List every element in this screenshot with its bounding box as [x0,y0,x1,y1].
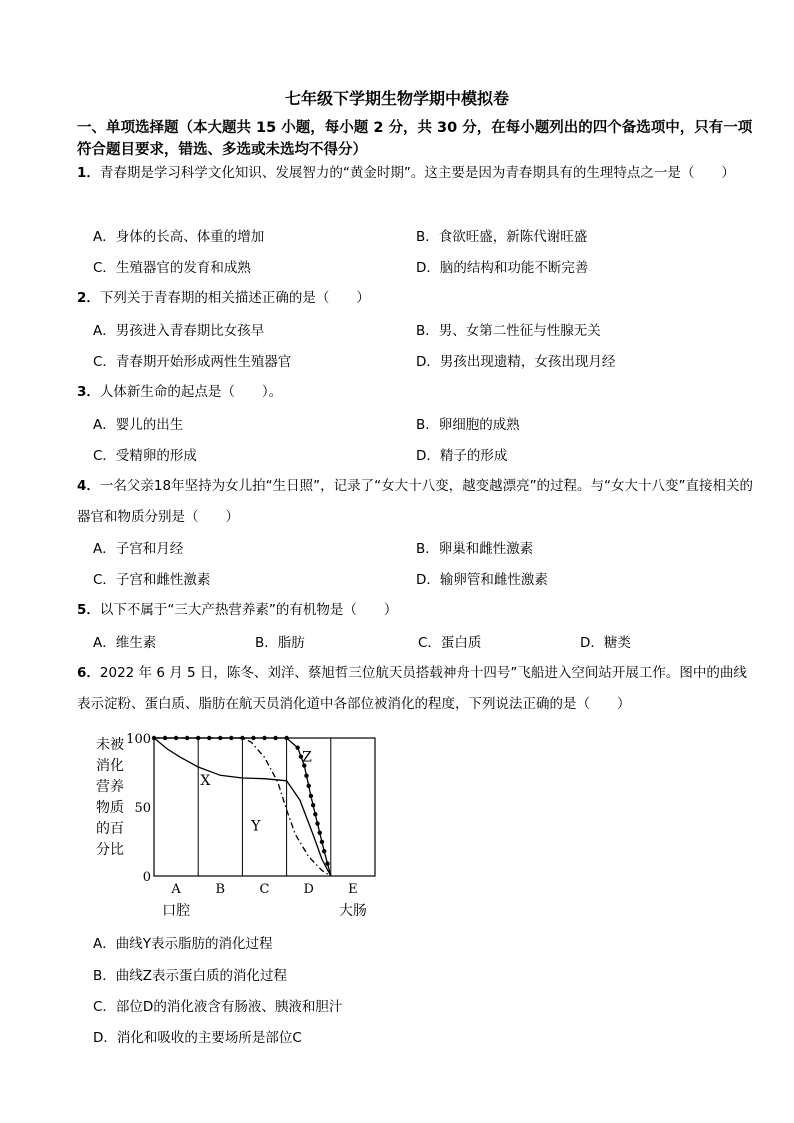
series-z-marker [273,736,277,740]
series-z-marker [309,794,313,798]
series-z-marker [320,840,324,844]
y-axis-label-line: 分比 [96,842,124,858]
series-z-marker [229,736,233,740]
chart-series [152,736,331,876]
series-z-marker [295,745,299,749]
series-z-marker [218,736,222,740]
question-number: 4． [77,478,100,494]
series-z-label: Z [302,749,312,766]
series-z-marker [240,736,244,740]
option-d[interactable]: D．输卵管和雌性激素 [416,572,548,588]
series-z-marker [325,861,329,865]
y-tick-label: 100 [126,732,151,747]
option-b[interactable]: B．男、女第二性征与性腺无关 [416,323,601,339]
option-c[interactable]: C．部位D的消化液含有肠液、胰液和胆汁 [93,999,343,1015]
x-axis-ticks [162,882,367,919]
series-z-marker [185,736,189,740]
series-z-marker [152,736,156,740]
series-z-marker [313,812,317,816]
option-b[interactable]: B．食欲旺盛，新陈代谢旺盛 [416,229,588,245]
question-1 [77,158,757,189]
y-axis-label [96,736,124,858]
option-c[interactable]: C．青春期开始形成两性生殖器官 [93,354,292,370]
x-tick-label: B [215,882,226,897]
series-z-marker [284,736,288,740]
y-tick-label: 50 [134,801,151,816]
x-tick-label: D [303,882,314,897]
option-d[interactable]: D．脑的结构和功能不断完善 [416,260,589,276]
series-z-marker [304,774,308,778]
series-y-label: Y [251,818,261,835]
question-2 [77,283,757,314]
option-d[interactable]: D．消化和吸收的主要场所是部位C [93,1030,302,1046]
x-category-name: 大肠 [338,903,367,919]
series-z-marker [207,736,211,740]
series-z-marker [251,736,255,740]
option-a[interactable]: A．曲线Y表示脂肪的消化过程 [93,936,273,952]
question-stem: 下列关于青春期的相关描述正确的是（ ） [99,290,370,306]
option-a[interactable]: A．维生素 [93,635,157,651]
question-stem: 人体新生命的起点是（ ）。 [99,384,283,400]
y-axis-label-line: 的百 [96,821,124,837]
option-d[interactable]: D．精子的形成 [416,448,508,464]
option-a[interactable]: A．身体的长高、体重的增加 [93,229,265,245]
question-6 [77,658,757,720]
y-axis-label-line: 未被 [96,737,124,753]
series-z-marker [174,736,178,740]
y-axis-ticks [126,732,151,885]
page-title: 七年级下学期生物学期中模拟卷 [284,89,509,108]
option-a[interactable]: A．子宫和月经 [93,541,184,557]
y-axis-label-line: 物质 [96,800,124,816]
x-tick-label: A [171,882,181,897]
question-stem: 一名父亲18年坚持为女儿拍“生日照”，记录了“女大十八变，越变越漂亮”的过程。与“女大十八变”直接相关的器官和物质分别是（ ） [77,478,754,525]
x-category-name: 口腔 [162,903,191,919]
series-z-marker [311,803,315,807]
option-c[interactable]: C．子宫和雌性激素 [93,572,211,588]
x-tick-label: E [348,882,358,897]
option-b[interactable]: B．曲线Z表示蛋白质的消化过程 [93,968,288,984]
plot-border [154,738,375,876]
question-5 [77,595,757,626]
series-z-marker [196,736,200,740]
series-z-marker [322,849,326,853]
option-d[interactable]: D．男孩出现遗精，女孩出现月经 [416,354,616,370]
option-b[interactable]: B．卵巢和雌性激素 [416,541,534,557]
option-a[interactable]: A．男孩进入青春期比女孩早 [93,323,265,339]
option-a[interactable]: A．婴儿的出生 [93,417,184,433]
y-tick-label: 0 [142,870,151,885]
x-tick-label: C [259,882,270,897]
question-stem: 青春期是学习科学文化知识、发展智力的“黄金时期”。这主要是因为青春期具有的生理特点之一是（ ） [99,165,735,181]
option-c[interactable]: C．蛋白质 [418,635,482,651]
y-axis-label-line: 营养 [96,779,124,795]
series-z-marker [262,736,266,740]
option-d[interactable]: D．糖类 [580,635,631,651]
y-axis-label-line: 消化 [96,758,124,774]
option-b[interactable]: B．卵细胞的成熟 [416,417,520,433]
series-z-marker [318,831,322,835]
digestion-chart [92,730,392,925]
section-header: 一、单项选择题（本大题共 15 小题，每小题 2 分，共 30 分，在每小题列出的四个备选项中，只有一项符合题目要求，错选、多选或未选均不得分） [77,120,753,158]
question-number: 2． [77,290,100,306]
question-number: 1． [77,165,100,181]
option-c[interactable]: C．生殖器官的发育和成熟 [93,260,251,276]
chart-frame [154,738,375,876]
series-z-marker [307,784,311,788]
question-stem: 以下不属于“三大产热营养素”的有机物是（ ） [99,602,398,618]
question-stem: 2022 年 6 月 5 日，陈冬、刘洋、蔡旭哲三位航天员搭载神舟十四号”飞船进入空间站开展工作。图中的曲线表示淀粉、蛋白质、脂肪在航天员消化道中各部位被消化的程度，下列说法正确的是（ ） [77,665,747,712]
series-x-label: X [200,772,211,789]
series-z-marker [315,821,319,825]
question-number: 6． [77,665,100,681]
question-number: 5． [77,602,100,618]
question-3 [77,377,757,408]
option-c[interactable]: C．受精卵的形成 [93,448,197,464]
series-z-marker [163,736,167,740]
question-4 [77,471,757,533]
question-number: 3． [77,384,100,400]
option-b[interactable]: B．脂肪 [255,635,305,651]
